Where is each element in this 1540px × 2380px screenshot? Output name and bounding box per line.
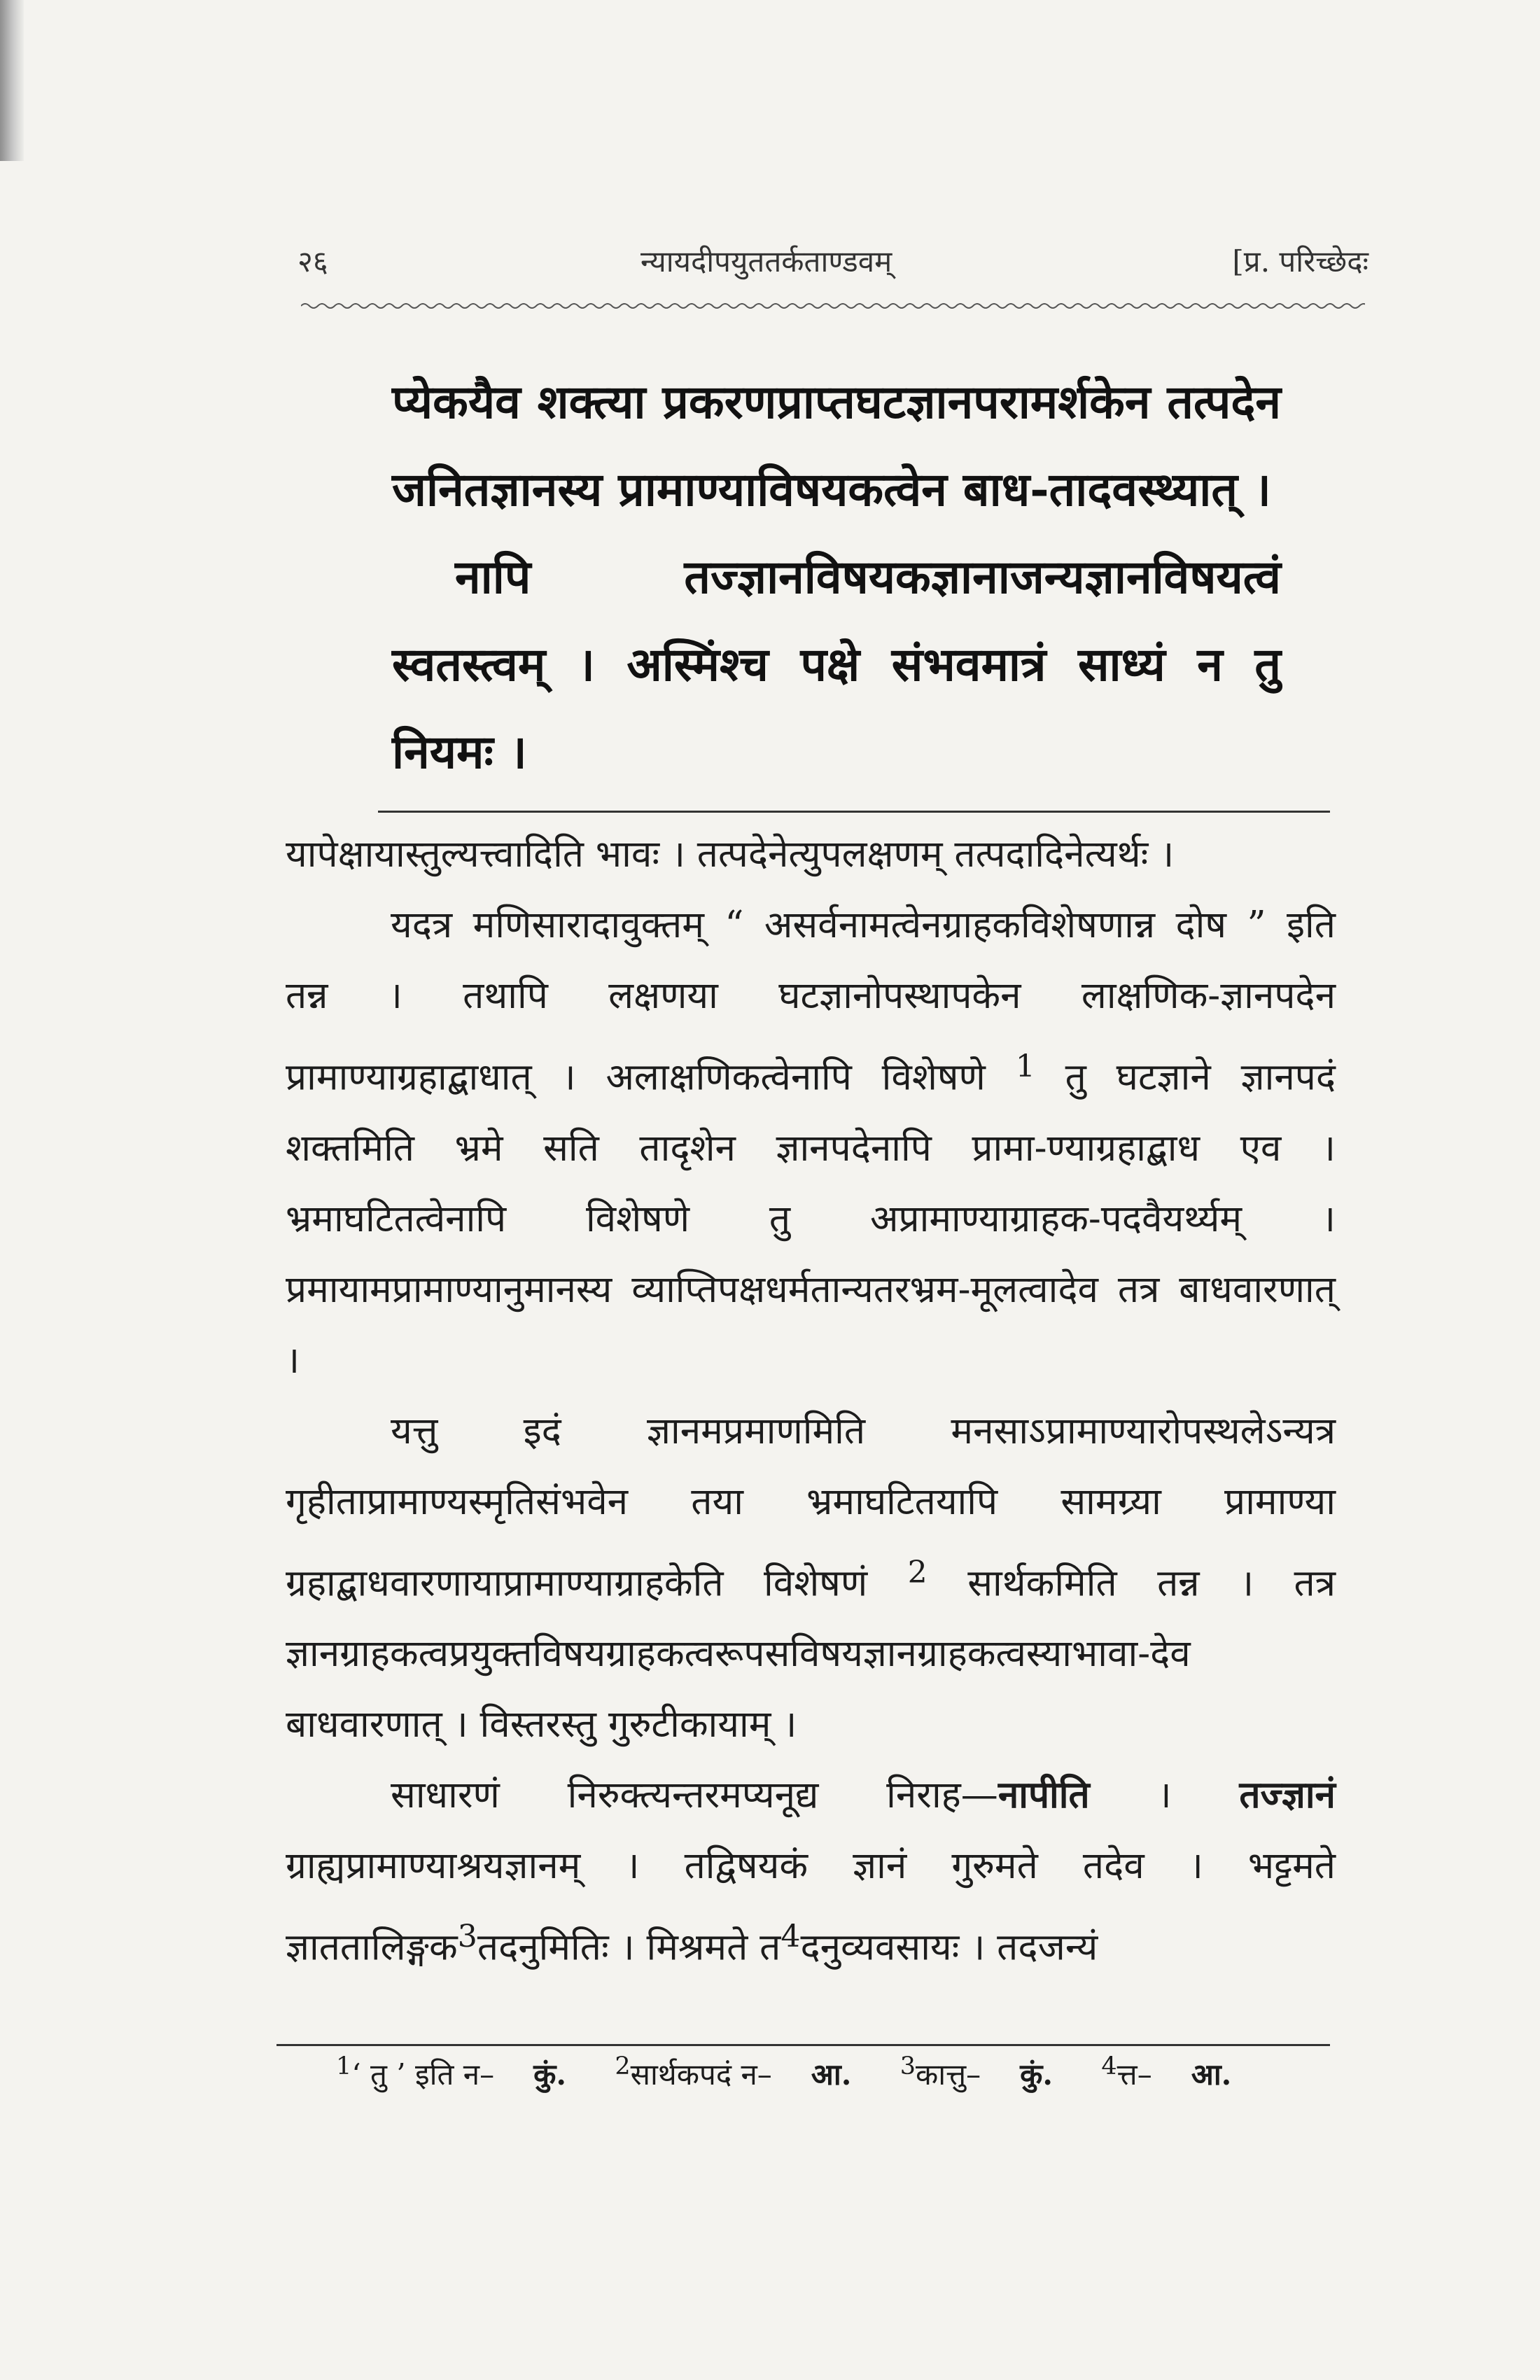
footnotes <box>336 2052 1330 2094</box>
footnote-rule <box>276 2044 1330 2046</box>
footnote-3: $^3$कात्तु– कुं. <box>899 2052 1054 2092</box>
book-binding-edge <box>0 0 24 161</box>
commentary-para-2: यदत्र मणिसारादावुक्तम् “ असर्वनामत्वेनग्राहकविशेषणान्न दोष ” इति तन्न । तथापि लक्षणया घटज्ञानोपस्थापकेन लाक्षणिक-ज्ञानपदेन प्रामाण्याग्रहाद्बाधात् । अलाक्षणिकत्वेनापि विशेषणे $^1$ तु घटज्ञाने ज्ञानपदं शक्तमिति भ्रमे सति तादृशेन ज्ञानपदेनापि प्रामा-ण्याग्रहाद्बाध एव । भ्रमाघटितत्वेनापि विशेषणे तु अप्रामाण्याग्राहक-पदवैयर्थ्यम् । प्रमायामप्रामाण्यानुमानस्य व्याप्तिपक्षधर्मतान्यतरभ्रम-मूलत्वादेव तत्र बाधवारणात् । <box>286 904 1336 1382</box>
footnote-2: $^2$सार्थकपदं न– आ. <box>615 2052 852 2092</box>
book-title: न्यायदीपयुततर्कताण्डवम् <box>640 244 892 279</box>
running-header <box>298 241 1368 283</box>
commentary <box>286 819 1336 1983</box>
root-text-para-1: प्येकयैव शक्त्या प्रकरणप्राप्तघटज्ञानपरामर्शकेन तत्पदेन जनितज्ञानस्य प्रामाण्याविषयकत्वेन बाध-तादवस्थ्यात् । <box>392 374 1281 517</box>
root-text <box>392 358 1281 796</box>
section-label: [प्र. परिच्छेदः <box>1232 244 1368 279</box>
footnote-ref-3: 3 <box>457 1919 477 1955</box>
commentary-para-4: साधारणं निरुक्त्यन्तरमप्यनूद्य निराह—नापीति । तज्ज्ञानं ग्राह्यप्रामाण्याश्रयज्ञानम् । तद्विषयकं ज्ञानं गुरुमते तदेव । भट्टमते ज्ञाततालिङ्गक$^3$तदनुमितिः । मिश्रमते त$^4$दनुव्यवसायः । तदजन्यं <box>286 1773 1336 1969</box>
root-text-rule <box>378 811 1330 813</box>
footnote-ref-2: 2 <box>907 1554 927 1590</box>
footnote-ref-1: 1 <box>1015 1049 1035 1084</box>
pratika-tajjnanam: तज्ज्ञानं <box>1239 1773 1336 1817</box>
pratika-napiti: नापीति <box>997 1773 1090 1817</box>
footnote-4: $^4$त्त– आ. <box>1101 2052 1232 2092</box>
header-wavy-rule <box>301 301 1365 311</box>
root-text-para-2: नापि तज्ज्ञानविषयकज्ञानाजन्यज्ञानविषयत्वं स्वतस्त्वम् । अस्मिंश्च पक्षे संभवमात्रं साध्यं न तु नियमः । <box>392 550 1281 779</box>
commentary-para-3: यत्तु इदं ज्ञानमप्रमाणमिति मनसाऽप्रामाण्यारोपस्थलेऽन्यत्र गृहीताप्रामाण्यस्मृतिसंभवेन तया भ्रमाघटितयापि सामग्र्या प्रामाण्या ग्रहाद्बाधवारणायाप्रामाण्याग्राहकेति विशेषणं $^2$ सार्थकमिति तन्न । तत्र ज्ञानग्राहकत्वप्रयुक्तविषयग्राहकत्वरूपसविषयज्ञानग्राहकत्वस्याभावा-देव बाधवारणात् । विस्तरस्तु गुरुटीकायाम् । <box>286 1409 1336 1746</box>
footnote-1: $^1$‘ तु ’ इति न– कुं. <box>336 2052 566 2092</box>
commentary-para-1: यापेक्षायास्तुल्यत्त्वादिति भावः । तत्पदेनेत्युपलक्षणम् तत्पदादिनेत्यर्थः । <box>286 833 1175 876</box>
page-number: २६ <box>298 244 328 279</box>
footnote-ref-4: 4 <box>780 1919 801 1955</box>
